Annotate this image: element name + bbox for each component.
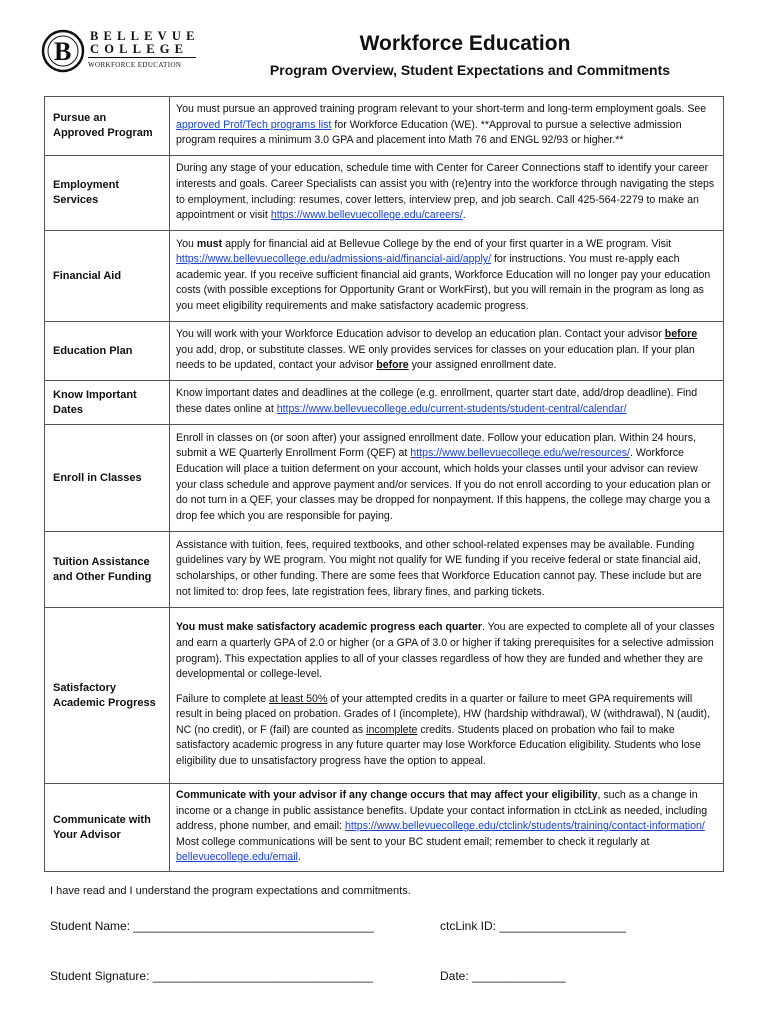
row-content [170, 231, 724, 322]
label-line: and Other Funding [53, 570, 152, 583]
row-content [170, 156, 724, 231]
row-label [45, 381, 170, 425]
row-content [170, 425, 724, 532]
emphasis: at least 50% [269, 692, 328, 705]
text: . [462, 209, 466, 222]
label-line: Satisfactory [53, 681, 116, 694]
label-line: Know Important [53, 388, 137, 401]
careers-link[interactable]: https://www.bellevuecollege.edu/careers/ [270, 209, 463, 222]
calendar-link[interactable]: https://www.bellevuecollege.edu/current-students/student-central/calendar/ [276, 403, 627, 415]
text: credits. Students placed on probation who fail to make satisfactory academic progress in any future quarter may lose Workforce Education eligibility. Students who lose eligibility due to unsatisfactory progress have the option to appeal. [176, 723, 701, 768]
row-label [45, 532, 170, 608]
text: . Workforce Education will place a tuition deferment on your account, which holds your classes until your advisor can review your class schedule and approve payment and/or services. If you do not enroll according to your education plan or do not turn in a QEF, your classes may be dropped for nonpayment. If this happens, the college may charge you a drop fee which you are responsible for paying. [176, 447, 711, 522]
row-content [170, 381, 724, 425]
label-line: Approved Program [53, 127, 153, 139]
row-label [45, 608, 170, 784]
row-enroll-classes [45, 425, 724, 532]
text: Know important dates and deadlines at the college (e.g. enrollment, quarter start date, add/drop deadline). Find these dates online at [176, 387, 698, 415]
page-title [0, 29, 770, 56]
acknowledgement-statement: I have read and I understand the program expectations and commitments. [50, 885, 411, 897]
contact-info-link[interactable]: https://www.bellevuecollege.edu/ctclink/students/training/contact-information/ [345, 820, 705, 833]
label-line: Dates [53, 403, 83, 416]
text: . [297, 851, 301, 864]
emphasis: Communicate with your advisor if any change occurs that may affect your eligibility [176, 789, 598, 802]
row-communicate-advisor [45, 784, 724, 872]
row-content [170, 608, 724, 784]
row-content [170, 97, 724, 156]
label-line: Tuition Assistance [53, 555, 150, 568]
text: your assigned enrollment date. [408, 359, 557, 372]
emphasis: before [376, 359, 409, 372]
row-important-dates [45, 381, 724, 425]
row-academic-progress [45, 608, 724, 784]
row-label: Education Plan [45, 322, 170, 381]
prof-tech-programs-link[interactable]: approved Prof/Tech programs list [176, 118, 332, 131]
page-subtitle [0, 62, 770, 78]
text: of your attempted credits in a quarter or failure to meet GPA requirements will result in being placed on probation. Grades of I (incomplete), HW (hardship withdrawal), W (withdrawal), N (audit), NC (no credit), or F (fail) are counted as [176, 692, 711, 736]
emphasis: must [196, 237, 223, 250]
row-content [170, 784, 724, 872]
text: for instructions. You must re-apply each academic year. If you receive sufficient financial aid grants, Workforce Education will no longer pay your education costs (with possible exceptions for Opportunity Grant or WorkFirst), but you will remain in the program as long as you meet eligibility requirements and make satisfactory academic progress. [176, 253, 711, 312]
ctclink-id-field[interactable]: ctcLink ID: ___________________ [440, 919, 627, 933]
row-content [170, 322, 724, 381]
svg-text:B: B [54, 37, 72, 66]
text: You [176, 237, 197, 250]
row-education-plan [45, 322, 724, 381]
label-line: Services [53, 194, 99, 206]
date-field[interactable]: Date: ______________ [440, 969, 566, 983]
financial-aid-link[interactable]: https://www.bellevuecollege.edu/admissions-aid/financial-aid/apply/ [176, 253, 492, 266]
label-line: Your Advisor [53, 828, 121, 841]
text: Enroll in classes on (or soon after) your assigned enrollment date. Follow your education plan. Within 24 hours, submit a WE Quarterly Enrollment Form (QEF) at [176, 431, 696, 460]
row-label: Enroll in Classes [45, 425, 170, 532]
email-link[interactable]: bellevuecollege.edu/email [176, 851, 298, 864]
row-content: Assistance with tuition, fees, required textbooks, and other school-related expenses may be available. Funding guidelines vary by WE program. You might not qualify for WE funding if you receive federal or state financial aid, scholarships, or other funding. There are some fees that Workforce Education cannot pay. These include but are not limited to: drop fees, late registration fees, library fines, and parking tickets. [170, 532, 724, 608]
text: , such as a change in income or a change in public assistance benefits. Update your contact information in ctcLink as needed, including address, phone number, and email: [176, 789, 708, 833]
text: Most college communications will be sent to your BC student email; remember to check it regularly at [176, 835, 650, 848]
label-line: Employment [53, 179, 120, 191]
row-tuition-assistance [45, 532, 724, 608]
row-label [45, 97, 170, 156]
logo-name2: COLLEGE [90, 42, 189, 56]
page-subtitle-text: Program Overview, Student Expectations and Commitments [269, 62, 671, 78]
logo-subtitle: WORKFORCE EDUCATION [88, 61, 182, 69]
text: for Workforce Education (WE). **Approval to pursue a selective admission program requires a minimum 3.0 GPA and placement into Math 76 and ENGL 92/93 or higher.** [176, 118, 682, 147]
emphasis: before [664, 328, 698, 341]
row-financial-aid [45, 231, 724, 322]
text: Failure to complete [176, 692, 270, 705]
text: You must pursue an approved training program relevant to your short-term and long-term employment goals. See [176, 103, 707, 116]
text: You will work with your Workforce Education advisor to develop an education plan. Contact your advisor [176, 328, 665, 341]
text: you add, drop, or substitute classes. WE only provides services for classes on your education plan. If your plan needs to be updated, contact your advisor [176, 343, 695, 372]
page-title-text: Workforce Education [359, 32, 571, 55]
emphasis: incomplete [366, 723, 418, 736]
row-employment-services [45, 156, 724, 231]
label-line: Academic Progress [53, 696, 156, 709]
logo-name: BELLEVUE [90, 29, 200, 43]
expectations-table [44, 96, 724, 872]
label-line: Pursue an [53, 112, 107, 124]
label-line: Communicate with [53, 813, 151, 826]
paragraph-gap [176, 683, 717, 692]
student-name-field[interactable]: Student Name: ____________________________________ [50, 919, 374, 933]
text: . You are expected to complete all of your classes and earn a quarterly GPA of 2.0 or higher (or a GPA of 3.0 or higher if taking prerequisites for a selective admission program). This expectation applies to all of your classes regardless of how they are funded and whether they are developmental or college-level. [176, 621, 715, 681]
we-resources-link[interactable]: https://www.bellevuecollege.edu/we/resources/ [410, 447, 630, 460]
student-signature-field[interactable]: Student Signature: _________________________________ [50, 969, 373, 983]
text: apply for financial aid at Bellevue College by the end of your first quarter in a WE program. Visit [222, 237, 672, 250]
row-approved-program [45, 97, 724, 156]
emphasis: You must make satisfactory academic progress each quarter [176, 621, 482, 634]
logo-divider [88, 57, 196, 58]
row-label: Financial Aid [45, 231, 170, 322]
text: During any stage of your education, schedule time with Center for Career Connections staff to identify your career interests and goals. Career Specialists can assist you with (re)entry into the workforce through navigating the steps to employment, including: resumes, cover letters, interview prep, and job search. Call 425-564-2279 to make an appointment or visit [176, 162, 715, 222]
row-label [45, 156, 170, 231]
row-label [45, 784, 170, 872]
